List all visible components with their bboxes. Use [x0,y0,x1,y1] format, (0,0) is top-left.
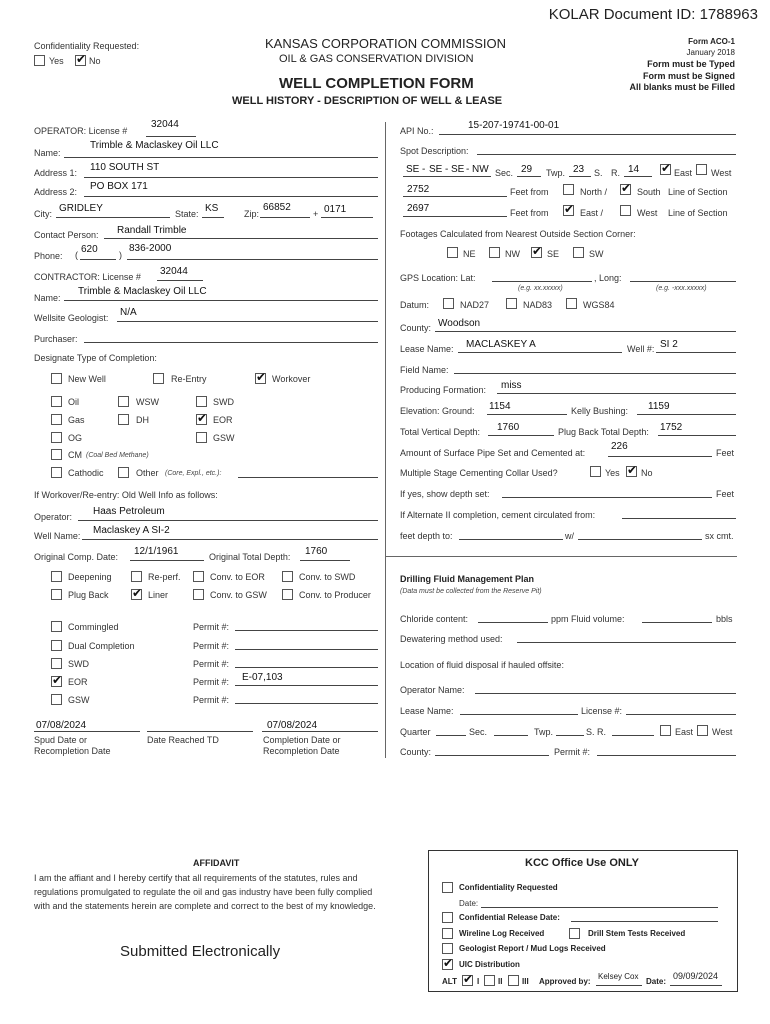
affidavit-line-2: regulations promulgated to regulate the oil and gas industry have been fully complied [34,887,373,897]
nad27-checkbox[interactable] [443,298,454,309]
spud-date-label: Spud Date or [34,735,88,745]
old-operator-label: Operator: [34,512,73,522]
east-checkbox[interactable] [660,164,671,175]
eor-permit-checkbox[interactable] [51,676,62,687]
zip-value[interactable]: 66852 [263,202,291,213]
purchaser-label: Purchaser: [34,334,78,344]
state-label: State: [175,209,199,219]
county-value[interactable]: Woodson [438,318,481,329]
address1-label: Address 1: [34,168,78,178]
reentry-checkbox[interactable] [153,373,164,384]
disposal-east-label: East [675,727,694,737]
state-value[interactable]: KS [205,203,219,214]
chloride-label: Chloride content: [400,614,469,624]
cathodic-label: Cathodic [68,468,104,478]
form-signed-note: Form must be Signed [642,71,735,81]
liner-checkbox[interactable] [131,589,142,600]
gsw-permit-checkbox[interactable] [51,694,62,705]
oil-label: Oil [68,397,79,407]
east2-label: East / [580,208,604,218]
kcc-date2-label: Date: [646,977,667,986]
workover-checkbox[interactable] [255,373,266,384]
contractor-name-value[interactable]: Trimble & Maclaskey Oil LLC [78,286,207,297]
disposal-operator-label: Operator Name: [400,685,465,695]
completion-date-value[interactable]: 07/08/2024 [267,720,318,731]
nad27-label: NAD27 [460,300,490,310]
affidavit-line-3: with and the statements herein are complete and correct to the best of my knowledge. [34,901,376,911]
kcc-wireline-label: Wireline Log Received [459,929,545,938]
spot-q3[interactable]: SE [451,164,465,175]
alt2-cement-label: If Alternate II completion, cement circulated from: [400,510,596,520]
conf-yes-label: Yes [49,56,64,66]
west2-label: West [637,208,658,218]
conv-producer-checkbox[interactable] [282,589,293,600]
disposal-permit-label: Permit #: [554,747,591,757]
kcc-conf-checkbox[interactable] [442,882,453,893]
commingled-permit-label: Permit #: [193,622,230,632]
new-well-checkbox[interactable] [51,373,62,384]
north-label: North / [580,187,608,197]
west2-checkbox[interactable] [620,205,631,216]
kcc-title: KCC Office Use ONLY [525,857,639,869]
contact-label: Contact Person: [34,230,99,240]
kcc-approved-value: Kelsey Cox [598,972,639,981]
wsw-label: WSW [136,397,159,407]
twp-label: Twp. [546,168,566,178]
north-checkbox[interactable] [563,184,574,195]
orig-date-value[interactable]: 12/1/1961 [134,546,179,557]
pbtd-label: Plug Back Total Depth: [558,427,649,437]
kcc-alt-i-checkbox[interactable] [462,975,473,986]
east2-checkbox[interactable] [563,205,574,216]
phone-area-value[interactable]: 620 [81,244,98,255]
disposal-county-label: County: [400,747,432,757]
workover-label: Workover [272,374,311,384]
well-number-value[interactable]: SI 2 [660,339,678,350]
well-number-label: Well #: [627,344,655,354]
kcc-dst-checkbox[interactable] [569,928,580,939]
orig-date-label: Original Comp. Date: [34,552,119,562]
gsw-label: GSW [213,433,235,443]
submitted-electronically: Submitted Electronically [120,943,281,960]
affidavit-title: AFFIDAVIT [193,858,240,868]
feet-depth-to-label: feet depth to: [400,531,453,541]
gsw-permit-type-label: GSW [68,695,90,705]
feet-from-ns-label: Feet from [510,187,549,197]
address2-value[interactable]: PO BOX 171 [90,181,148,192]
nw-label: NW [505,249,520,259]
cm-checkbox[interactable] [51,449,62,460]
city-label: City: [34,209,52,219]
multi-yes-checkbox[interactable] [590,466,601,477]
ne-checkbox[interactable] [447,247,458,258]
city-value[interactable]: GRIDLEY [59,203,103,214]
contractor-name-label: Name: [34,293,61,303]
spot-q2[interactable]: SE [429,164,443,175]
kcc-geologist-checkbox[interactable] [442,943,453,954]
spot-description-label: Spot Description: [400,146,469,156]
oil-checkbox[interactable] [51,396,62,407]
kcc-conf-label: Confidentiality Requested [459,883,558,892]
eor-permit-type-label: EOR [68,677,88,687]
affidavit-line-1: I am the affiant and I hereby certify that all requirements of the statutes, rules and [34,873,358,883]
if-yes-depth-label: If yes, show depth set: [400,489,490,499]
field-name-label: Field Name: [400,365,449,375]
dual-completion-checkbox[interactable] [51,640,62,651]
reentry-label: Re-Entry [171,374,207,384]
conf-no-checkbox[interactable] [75,55,86,66]
new-well-label: New Well [68,374,106,384]
gsw-permit-label: Permit #: [193,695,230,705]
plug-back-checkbox[interactable] [51,589,62,600]
gas-label: Gas [68,415,85,425]
date-reached-td-label: Date Reached TD [147,735,219,745]
eor-label: EOR [213,415,233,425]
conf-no-label: No [89,56,101,66]
kcc-date-label: Date: [459,899,479,908]
sec-label: Sec. [495,168,514,178]
sx-cmt-label: sx cmt. [705,531,734,541]
other-checkbox[interactable] [118,467,129,478]
tvd-value[interactable]: 1760 [497,422,520,433]
form-blanks-note: All blanks must be Filled [629,82,735,92]
eor-permit-label: Permit #: [193,677,230,687]
reperf-checkbox[interactable] [131,571,142,582]
kcc-alt-ii-checkbox[interactable] [484,975,495,986]
if-yes-feet: Feet [716,489,735,499]
surface-pipe-feet: Feet [716,448,735,458]
form-date: January 2018 [686,48,735,57]
spot-q4[interactable]: NW [472,164,489,175]
elevation-label: Elevation: Ground: [400,406,475,416]
zip-label: Zip: [244,209,260,219]
feet-from-ew-label: Feet from [510,208,549,218]
eor-permit-value[interactable]: E-07,103 [242,672,283,683]
swd-checkbox[interactable] [196,396,207,407]
formation-label: Producing Formation: [400,385,487,395]
confidentiality-label: Confidentiality Requested: [34,41,140,51]
kcc-alt-iii-checkbox[interactable] [508,975,519,986]
se-label: SE [547,249,560,259]
datum-label: Datum: [400,300,430,310]
nad83-checkbox[interactable] [506,298,517,309]
kcc-release-label: Confidential Release Date: [459,913,560,922]
conv-swd-label: Conv. to SWD [299,572,356,582]
quarter-label: Quarter [400,727,431,737]
phone-value[interactable]: 836-2000 [129,243,172,254]
conv-producer-label: Conv. to Producer [299,590,371,600]
spud-date-value[interactable]: 07/08/2024 [36,720,87,731]
dewatering-label: Dewatering method used: [400,634,503,644]
conf-yes-checkbox[interactable] [34,55,45,66]
og-label: OG [68,433,83,443]
other-note: (Core, Expl., etc.): [165,470,222,477]
disposal-lease-label: Lease Name: [400,706,454,716]
surface-pipe-label: Amount of Surface Pipe Set and Cemented at: [400,448,586,458]
dh-label: DH [136,415,149,425]
plug-back-label: Plug Back [68,590,109,600]
document-id: KOLAR Document ID: 1788963 [548,6,758,23]
line-of-section-label: Line of Section [668,187,728,197]
column-divider [385,122,386,758]
long-example: (e.g. -xxx.xxxxx) [656,285,707,292]
spot-q1[interactable]: SE [406,164,420,175]
contact-value[interactable]: Randall Trimble [117,225,187,236]
feet-ew-value[interactable]: 2697 [407,203,430,214]
geologist-value[interactable]: N/A [120,307,137,318]
formation-value[interactable]: miss [501,380,522,391]
agency-name: KANSAS CORPORATION COMMISSION [265,36,507,51]
w-label: w/ [565,531,574,541]
disposal-location-label: Location of fluid disposal if hauled offsite: [400,660,564,670]
multi-no-checkbox[interactable] [626,466,637,477]
og-checkbox[interactable] [51,432,62,443]
contractor-license-value[interactable]: 32044 [160,266,188,277]
operator-name-value[interactable]: Trimble & Maclaskey Oil LLC [90,140,219,151]
deepening-checkbox[interactable] [51,571,62,582]
kcc-alt-iii-label: III [522,977,529,986]
form-typed-note: Form must be Typed [647,59,735,69]
form-subtitle: WELL HISTORY - DESCRIPTION OF WELL & LEASE [232,95,503,107]
kcc-release-checkbox[interactable] [442,912,453,923]
conv-eor-checkbox[interactable] [193,571,204,582]
surface-pipe-value[interactable]: 226 [611,441,628,452]
kelly-bushing-value[interactable]: 1159 [648,401,670,412]
well-name-value[interactable]: Maclaskey A SI-2 [93,525,170,536]
r-value[interactable]: 14 [628,164,640,175]
feet-ns-value[interactable]: 2752 [407,184,430,195]
zip4-value[interactable]: 0171 [324,204,347,215]
west-checkbox[interactable] [696,164,707,175]
lease-name-label: Lease Name: [400,344,454,354]
well-name-label: Well Name: [34,531,81,541]
se-checkbox[interactable] [531,247,542,258]
cathodic-checkbox[interactable] [51,467,62,478]
twp-value[interactable]: 23 [573,164,585,175]
wgs84-checkbox[interactable] [566,298,577,309]
orig-depth-value[interactable]: 1760 [305,546,328,557]
kelly-bushing-label: Kelly Bushing: [571,406,629,416]
kcc-date2-value: 09/09/2024 [673,971,719,981]
conv-gsw-checkbox[interactable] [193,589,204,600]
deepening-label: Deepening [68,572,112,582]
address1-value[interactable]: 110 SOUTH ST [90,162,160,173]
dual-permit-label: Permit #: [193,641,230,651]
commingled-checkbox[interactable] [51,621,62,632]
kcc-wireline-checkbox[interactable] [442,928,453,939]
name-label: Name: [34,148,61,158]
completion-date-label: Completion Date or [263,735,341,745]
kcc-uic-checkbox[interactable] [442,959,453,970]
swd-permit-label: Permit #: [193,659,230,669]
wsw-checkbox[interactable] [118,396,129,407]
dfm-note: (Data must be collected from the Reserve Pit) [400,588,542,595]
fluid-volume-label: ppm Fluid volume: [551,614,625,624]
kcc-uic-label: UIC Distribution [459,960,520,969]
contractor-license-label: CONTRACTOR: License # [34,272,141,282]
wgs84-label: WGS84 [583,300,615,310]
east-label: East [674,168,693,178]
kcc-geologist-label: Geologist Report / Mud Logs Received [459,944,606,953]
orig-depth-label: Original Total Depth: [209,552,291,562]
spud-date-label-2: Recompletion Date [34,746,111,756]
kcc-alt-label: ALT [442,977,457,986]
api-value[interactable]: 15-207-19741-00-01 [468,120,560,131]
gsw-checkbox[interactable] [196,432,207,443]
eor-checkbox[interactable] [196,414,207,425]
r-label: R. [611,168,620,178]
other-label: Other [136,468,159,478]
commingled-label: Commingled [68,622,119,632]
cm-note: (Coal Bed Methane) [86,452,149,459]
conv-eor-label: Conv. to EOR [210,572,265,582]
dual-completion-label: Dual Completion [68,641,135,651]
county-label: County: [400,323,432,333]
api-label: API No.: [400,126,434,136]
form-title: WELL COMPLETION FORM [279,75,474,92]
swd-permit-type-label: SWD [68,659,89,669]
address2-label: Address 2: [34,187,78,197]
south-label: South [637,187,661,197]
dfm-title: Drilling Fluid Management Plan [400,574,535,584]
swd-label: SWD [213,397,234,407]
gps-long-label: , Long: [594,273,622,283]
old-operator-value[interactable]: Haas Petroleum [93,506,165,517]
agency-division: OIL & GAS CONSERVATION DIVISION [279,53,474,65]
swd-permit-checkbox[interactable] [51,658,62,669]
geologist-label: Wellsite Geologist: [34,313,109,323]
multi-no-label: No [641,468,653,478]
disposal-s-r-label: S. R. [586,727,607,737]
tvd-label: Total Vertical Depth: [400,427,481,437]
west-label: West [711,168,732,178]
designate-label: Designate Type of Completion: [34,353,157,363]
reperf-label: Re-perf. [148,572,181,582]
sec-value[interactable]: 29 [521,164,533,175]
gas-checkbox[interactable] [51,414,62,425]
operator-license-value[interactable]: 32044 [151,119,179,130]
disposal-twp-label: Twp. [534,727,554,737]
disposal-west-checkbox[interactable] [697,725,708,736]
disposal-west-label: West [712,727,733,737]
south-checkbox[interactable] [620,184,631,195]
dfm-divider [385,556,737,557]
gps-lat-label: GPS Location: Lat: [400,273,476,283]
nad83-label: NAD83 [523,300,553,310]
kcc-dst-label: Drill Stem Tests Received [588,929,686,938]
phone-label: Phone: [34,251,63,261]
multi-stage-label: Multiple Stage Cementing Collar Used? [400,468,558,478]
nw-checkbox[interactable] [489,247,500,258]
kcc-approved-label: Approved by: [539,977,591,986]
completion-date-label-2: Recompletion Date [263,746,340,756]
pbtd-value[interactable]: 1752 [660,422,683,433]
dh-checkbox[interactable] [118,414,129,425]
footages-label: Footages Calculated from Nearest Outside Section Corner: [400,229,636,239]
conv-gsw-label: Conv. to GSW [210,590,267,600]
kcc-alt-ii-label: II [498,977,503,986]
line-of-section-label-2: Line of Section [668,208,728,218]
elevation-value[interactable]: 1154 [489,401,511,412]
cm-label: CM [68,450,82,460]
kcc-alt-i-label: I [477,977,480,986]
s-label: S. [594,168,603,178]
ne-label: NE [463,249,476,259]
disposal-east-checkbox[interactable] [660,725,671,736]
lease-name-value[interactable]: MACLASKEY A [466,339,536,350]
sw-checkbox[interactable] [573,247,584,258]
bbls-label: bbls [716,614,733,624]
lat-example: (e.g. xx.xxxxx) [518,285,563,292]
liner-label: Liner [148,590,169,600]
operator-license-label: OPERATOR: License # [34,126,128,136]
disposal-license-label: License #: [581,706,623,716]
workover-info-label: If Workover/Re-entry: Old Well Info as follows: [34,490,218,500]
form-number: Form ACO-1 [688,37,735,46]
disposal-sec-label: Sec. [469,727,488,737]
multi-yes-label: Yes [605,468,620,478]
conv-swd-checkbox[interactable] [282,571,293,582]
sw-label: SW [589,249,604,259]
